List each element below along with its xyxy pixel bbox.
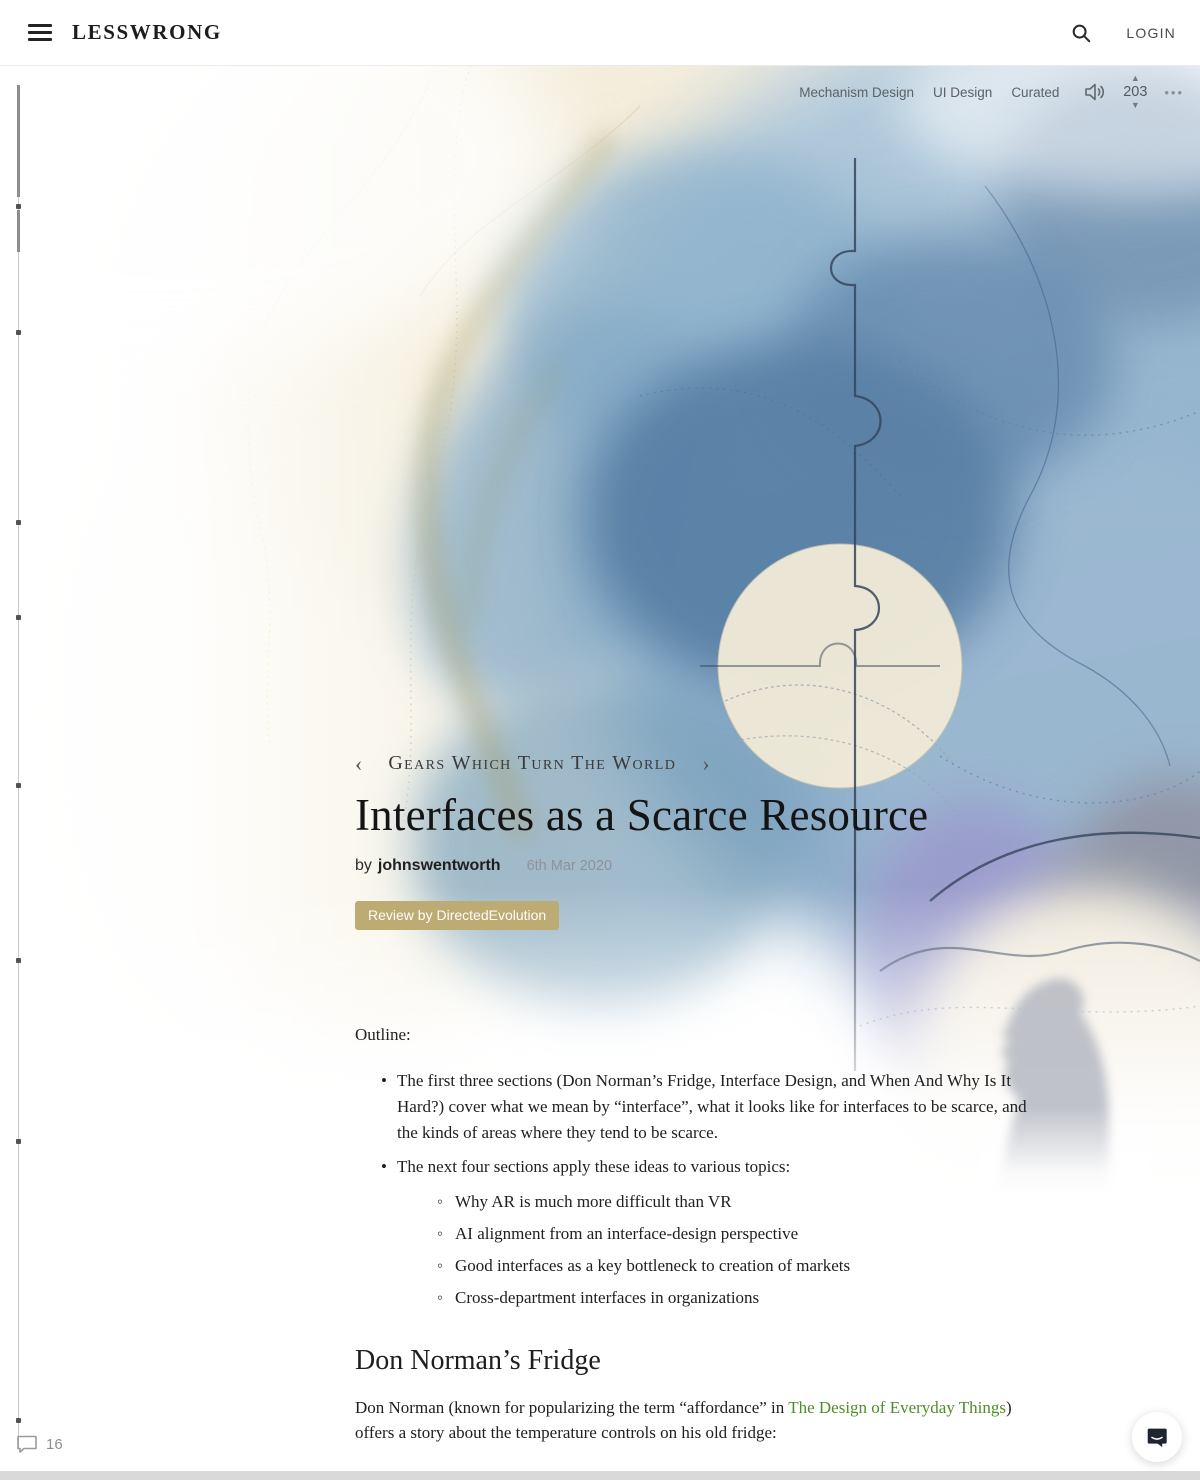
tag-ui-design[interactable]: UI Design — [933, 84, 993, 100]
comment-count[interactable] — [16, 1434, 63, 1454]
upvote-icon[interactable]: ▲ — [1130, 72, 1140, 83]
post-date: 6th Mar 2020 — [526, 858, 613, 874]
toc-section-dot[interactable] — [16, 783, 21, 788]
chevron-left-icon[interactable] — [355, 753, 362, 775]
vote-widget — [1116, 74, 1154, 111]
post-meta-row — [799, 68, 1184, 116]
toc-section-dot[interactable] — [16, 204, 21, 209]
book-link[interactable]: The Design of Everyday Things — [788, 1398, 1007, 1417]
list-item: ◦ Cross-department interfaces in organizations — [437, 1282, 1031, 1314]
toc-section-dot[interactable] — [16, 1418, 21, 1423]
comments-section-edge — [0, 1471, 1200, 1480]
more-options-icon[interactable] — [1164, 85, 1184, 100]
author-link[interactable]: johnswentworth — [377, 857, 501, 874]
toc-section-dot[interactable] — [16, 520, 21, 525]
menu-icon[interactable] — [28, 24, 52, 41]
comment-count-value: 16 — [46, 1435, 63, 1453]
comment-icon — [18, 1437, 36, 1453]
toc-section-dot[interactable] — [16, 1139, 21, 1144]
page-title: Interfaces as a Scarce Resource — [355, 790, 929, 840]
review-badge[interactable]: Review by DirectedEvolution — [355, 901, 559, 930]
toc-progress[interactable] — [16, 85, 24, 1447]
chat-icon — [1146, 1426, 1168, 1448]
sequence-title[interactable]: Gears Which Turn The World — [388, 752, 677, 774]
list-item — [381, 1154, 1031, 1314]
list-item-text: The next four sections apply these ideas to various topics: — [397, 1157, 791, 1176]
list-item: ◦ Good interfaces as a key bottleneck to creation of markets — [437, 1250, 1031, 1282]
tag-mechanism-design[interactable]: Mechanism Design — [799, 84, 915, 100]
top-nav — [0, 0, 1200, 66]
chevron-right-icon[interactable] — [702, 753, 709, 775]
list-item: ◦ Why AR is much more difficult than VR — [437, 1186, 1031, 1218]
breadcrumb — [355, 752, 1031, 775]
section-heading: Don Norman’s Fridge — [355, 1345, 601, 1376]
list-item: • The first three sections (Don Norman’s Fridge, Interface Design, and When And Why Is It Hard?) cover what we mean by “interface”, what it looks like for interfaces to be scarce, and the kinds of areas where they tend to be scarce. — [381, 1068, 1031, 1146]
toc-progress-thick — [17, 210, 20, 252]
tag-curated[interactable]: Curated — [1011, 84, 1060, 100]
paragraph-text: Don Norman (known for popularizing the term “affordance” in — [355, 1398, 789, 1417]
toc-section-dot[interactable] — [16, 958, 21, 963]
header-right — [1070, 0, 1176, 66]
search-icon[interactable] — [1070, 22, 1092, 44]
toc-progress-thick — [17, 85, 20, 197]
speaker-icon[interactable] — [1082, 81, 1106, 103]
outline-list — [381, 1068, 1031, 1314]
byline-prefix: by — [355, 857, 372, 874]
toc-section-dot[interactable] — [16, 615, 21, 620]
paragraph-text: ) offers a story about the temperature controls on his old fridge: — [355, 1398, 1012, 1442]
post-body — [355, 1022, 1031, 1445]
chat-widget-button[interactable] — [1132, 1412, 1182, 1462]
downvote-icon[interactable]: ▼ — [1130, 100, 1140, 111]
toc-section-dot[interactable] — [16, 330, 21, 335]
vote-score: 203 — [1123, 83, 1148, 100]
outline-label: Outline: — [355, 1025, 411, 1044]
article — [355, 752, 1031, 1445]
list-item: ◦ AI alignment from an interface-design perspective — [437, 1218, 1031, 1250]
body-paragraph — [355, 1395, 1031, 1445]
login-button[interactable]: LOGIN — [1126, 25, 1176, 41]
toc-progress-line — [18, 85, 19, 1447]
byline — [355, 857, 1031, 875]
outline-sublist — [437, 1186, 1031, 1314]
site-logo[interactable]: LESSWRONG — [72, 20, 222, 44]
